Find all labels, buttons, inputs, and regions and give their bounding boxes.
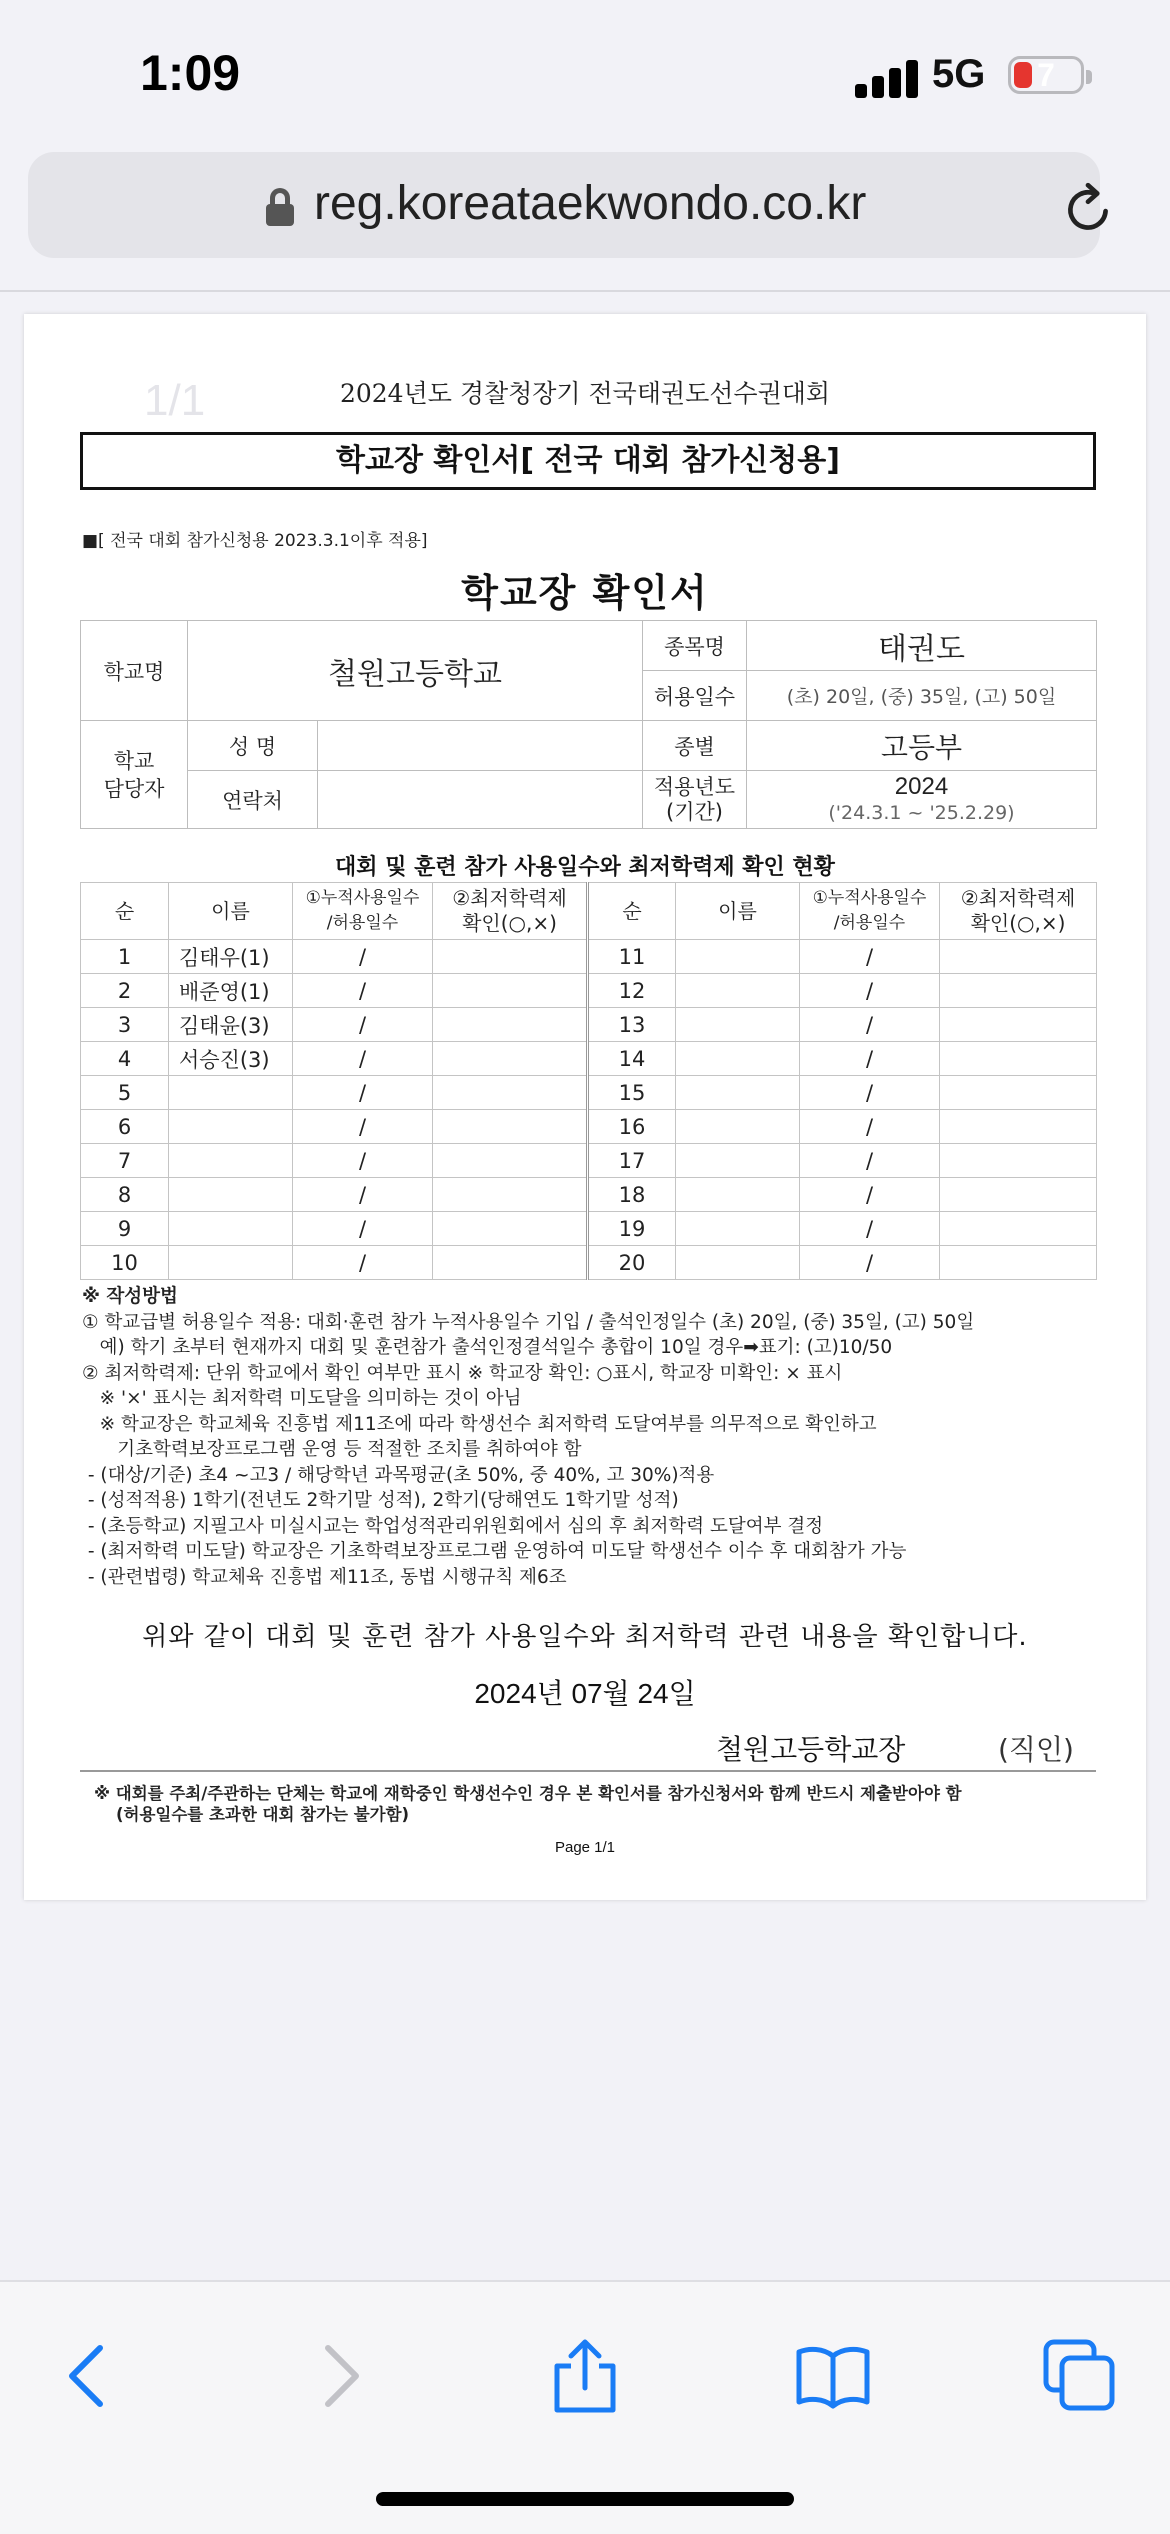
header-name: 이름	[169, 883, 293, 940]
athlete-name	[169, 1110, 293, 1144]
footnote-divider	[80, 1770, 1096, 1772]
header-no: 순	[588, 883, 676, 940]
min-academic-check	[433, 1246, 588, 1280]
confirmation-date: 2024년 07월 24일	[474, 1678, 696, 1709]
guide-line: ① 학교급별 허용일수 적용: 대회·훈련 참가 누적사용일수 기입 / 출석인정일수 (초) 20일, (중) 35일, (고) 50일	[82, 1311, 975, 1333]
row-no: 17	[588, 1144, 676, 1178]
name-value	[318, 721, 643, 771]
form-applicability-note: ■[ 전국 대회 참가신청용 2023.3.1이후 적용]	[82, 531, 428, 551]
guide-line: ※ 학교장은 학교체육 진흥법 제11조에 따라 학생선수 최저학력 도달여부를 의무적으로 확인하고	[82, 1413, 877, 1435]
tabs-icon[interactable]	[1040, 2336, 1120, 2416]
used-days: /	[293, 940, 433, 974]
table-row	[81, 1144, 1097, 1178]
guide-line: 예) 학기 초부터 현재까지 대회 및 훈련참가 출석인정결석일수 총합이 10일 경우➡표기: (고)10/50	[82, 1337, 893, 1358]
athlete-name	[169, 1212, 293, 1246]
used-days: /	[800, 1246, 940, 1280]
row-no: 16	[588, 1110, 676, 1144]
header-min-academic: ②최저학력제 확인(○,×)	[433, 883, 588, 940]
min-academic-check	[433, 940, 588, 974]
row-no: 6	[81, 1110, 169, 1144]
pdf-page[interactable]	[24, 314, 1146, 1900]
signer-school-principal: 철원고등학교장	[716, 1733, 906, 1766]
used-days: /	[800, 1042, 940, 1076]
row-no: 13	[588, 1008, 676, 1042]
guide-line: ② 최저학력제: 단위 학교에서 확인 여부만 표시 ※ 학교장 확인: ○표시, 학교장 미확인: × 표시	[82, 1362, 843, 1384]
status-time: 1:09	[140, 45, 241, 101]
min-academic-check	[433, 974, 588, 1008]
min-academic-check	[433, 1144, 588, 1178]
athlete-records-table	[80, 882, 1097, 1280]
row-no: 12	[588, 974, 676, 1008]
row-no: 10	[81, 1246, 169, 1280]
header-days: ①누적사용일수 /허용일수	[800, 883, 940, 940]
min-academic-check	[433, 1178, 588, 1212]
athlete-name: 서승진(3)	[169, 1042, 293, 1076]
address-bar[interactable]	[28, 152, 1100, 258]
period-value: ('24.3.1 ~ '25.2.29)	[828, 801, 1015, 824]
battery-icon	[1008, 56, 1084, 94]
athlete-name	[169, 1144, 293, 1178]
guide-line: - (대상/기준) 초4 ~고3 / 해당학년 과목평균(초 50%, 중 40%, 고 30%)적용	[82, 1464, 715, 1486]
confirmation-statement: 위와 같이 대회 및 훈련 참가 사용일수와 최저학력 관련 내용을 확인합니다.	[142, 1622, 1028, 1652]
athlete-name: 배준영(1)	[169, 974, 293, 1008]
table-row	[81, 1042, 1097, 1076]
bookmarks-icon[interactable]	[793, 2336, 873, 2416]
forward-icon[interactable]	[300, 2336, 380, 2416]
url-text[interactable]: reg.koreataekwondo.co.kr	[314, 177, 867, 230]
battery-level: 7	[1037, 57, 1055, 93]
table-header-row	[81, 883, 1097, 940]
min-academic-check	[940, 1144, 1097, 1178]
guide-line: - (최저학력 미도달) 학교장은 기초학력보장프로그램 운영하여 미도달 학생선수 이수 후 대회참가 가능	[82, 1541, 907, 1562]
min-academic-check	[433, 1008, 588, 1042]
row-no: 3	[81, 1008, 169, 1042]
table-row	[81, 940, 1097, 974]
allowed-days-value: (초) 20일, (중) 35일, (고) 50일	[747, 671, 1097, 721]
used-days: /	[293, 1144, 433, 1178]
network-type: 5G	[932, 52, 986, 96]
year-label: 적용년도 (기간)	[643, 771, 747, 829]
min-academic-check	[433, 1076, 588, 1110]
school-info-table	[80, 620, 1097, 829]
athlete-name	[676, 1212, 800, 1246]
records-section-title: 대회 및 훈련 참가 사용일수와 최저학력제 확인 현황	[335, 855, 835, 880]
cellular-signal-icon	[855, 58, 919, 98]
used-days: /	[800, 1178, 940, 1212]
min-academic-check	[940, 1042, 1097, 1076]
athlete-name	[169, 1076, 293, 1110]
used-days: /	[800, 1212, 940, 1246]
reload-icon[interactable]	[1060, 180, 1118, 238]
contact-value	[318, 771, 643, 829]
school-label: 학교명	[81, 621, 188, 721]
used-days: /	[293, 1042, 433, 1076]
table-row	[81, 1076, 1097, 1110]
browser-divider	[0, 290, 1170, 292]
guide-line: - (초등학교) 지필고사 미실시교는 학업성적관리위원회에서 심의 후 최저학력 도달여부 결정	[82, 1515, 824, 1537]
page-footer: Page 1/1	[554, 1839, 616, 1856]
guide-line: 기초학력보장프로그램 운영 등 적절한 조치를 취하여야 함	[82, 1439, 582, 1460]
athlete-name	[676, 940, 800, 974]
min-academic-check	[940, 1178, 1097, 1212]
row-no: 11	[588, 940, 676, 974]
min-academic-check	[940, 940, 1097, 974]
row-no: 9	[81, 1212, 169, 1246]
athlete-name	[169, 1246, 293, 1280]
used-days: /	[293, 1076, 433, 1110]
used-days: /	[293, 1212, 433, 1246]
row-no: 7	[81, 1144, 169, 1178]
used-days: /	[800, 940, 940, 974]
home-indicator[interactable]	[376, 2492, 794, 2506]
guide-line: ※ 작성방법	[82, 1286, 178, 1307]
row-no: 20	[588, 1246, 676, 1280]
header-min-academic: ②최저학력제 확인(○,×)	[940, 883, 1097, 940]
row-no: 8	[81, 1178, 169, 1212]
person-in-charge-label: 학교 담당자	[81, 721, 188, 829]
min-academic-check	[940, 1110, 1097, 1144]
row-no: 18	[588, 1178, 676, 1212]
min-academic-check	[940, 1246, 1097, 1280]
lock-icon	[266, 188, 294, 226]
contact-label: 연락처	[188, 771, 318, 829]
table-row	[81, 1246, 1097, 1280]
page-indicator: 1/1	[144, 376, 206, 425]
table-row	[81, 1212, 1097, 1246]
footnote-line: ※ 대회를 주최/주관하는 단체는 학교에 재학중인 학생선수인 경우 본 확인서를 참가신청서와 함께 반드시 제출받아야 함	[94, 1784, 962, 1803]
min-academic-check	[940, 1076, 1097, 1110]
name-label: 성 명	[188, 721, 318, 771]
athlete-name	[676, 1144, 800, 1178]
min-academic-check	[433, 1212, 588, 1246]
used-days: /	[293, 974, 433, 1008]
header-name: 이름	[676, 883, 800, 940]
athlete-name	[169, 1178, 293, 1212]
used-days: /	[800, 1110, 940, 1144]
used-days: /	[293, 1008, 433, 1042]
year-value: 2024	[894, 772, 949, 800]
official-seal-label: (직인)	[998, 1733, 1074, 1766]
min-academic-check	[433, 1110, 588, 1144]
athlete-name	[676, 1008, 800, 1042]
back-icon[interactable]	[48, 2336, 128, 2416]
min-academic-check	[940, 1212, 1097, 1246]
status-bar	[0, 0, 1170, 150]
row-no: 5	[81, 1076, 169, 1110]
athlete-name	[676, 1076, 800, 1110]
min-academic-check	[940, 1008, 1097, 1042]
division-label: 종별	[643, 721, 747, 771]
division-value: 고등부	[747, 721, 1097, 771]
used-days: /	[800, 1076, 940, 1110]
row-no: 4	[81, 1042, 169, 1076]
allowed-days-label: 허용일수	[643, 671, 747, 721]
row-no: 15	[588, 1076, 676, 1110]
table-row	[81, 974, 1097, 1008]
athlete-name	[676, 1178, 800, 1212]
event-value: 태권도	[747, 621, 1097, 671]
min-academic-check	[940, 974, 1097, 1008]
form-box-title: 학교장 확인서[ 전국 대회 참가신청용]	[80, 432, 1096, 490]
row-no: 19	[588, 1212, 676, 1246]
athlete-name: 김태우(1)	[169, 940, 293, 974]
row-no: 2	[81, 974, 169, 1008]
school-value: 철원고등학교	[188, 621, 643, 721]
row-no: 1	[81, 940, 169, 974]
used-days: /	[293, 1110, 433, 1144]
header-no: 순	[81, 883, 169, 940]
athlete-name	[676, 974, 800, 1008]
row-no: 14	[588, 1042, 676, 1076]
footnote-line: (허용일수를 초과한 대회 참가는 불가함)	[116, 1805, 410, 1824]
guide-line: - (관련법령) 학교체육 진흥법 제11조, 동법 시행규칙 제6조	[82, 1566, 567, 1588]
form-main-title: 학교장 확인서	[461, 571, 709, 615]
table-row	[81, 1178, 1097, 1212]
used-days: /	[800, 1008, 940, 1042]
used-days: /	[293, 1178, 433, 1212]
competition-title: 2024년도 경찰청장기 전국태권도선수권대회	[339, 379, 831, 408]
athlete-name	[676, 1042, 800, 1076]
guide-line: - (성적적용) 1학기(전년도 2학기말 성적), 2학기(당해연도 1학기말 성적)	[82, 1490, 679, 1511]
used-days: /	[800, 1144, 940, 1178]
event-label: 종목명	[643, 621, 747, 671]
used-days: /	[293, 1246, 433, 1280]
table-row	[81, 1008, 1097, 1042]
table-row	[81, 1110, 1097, 1144]
athlete-name: 김태윤(3)	[169, 1008, 293, 1042]
header-days: ①누적사용일수 /허용일수	[293, 883, 433, 940]
min-academic-check	[433, 1042, 588, 1076]
guide-line: ※ '×' 표시는 최저학력 미도달을 의미하는 것이 아님	[82, 1388, 522, 1409]
share-icon[interactable]	[545, 2336, 625, 2416]
athlete-name	[676, 1110, 800, 1144]
athlete-name	[676, 1246, 800, 1280]
used-days: /	[800, 974, 940, 1008]
